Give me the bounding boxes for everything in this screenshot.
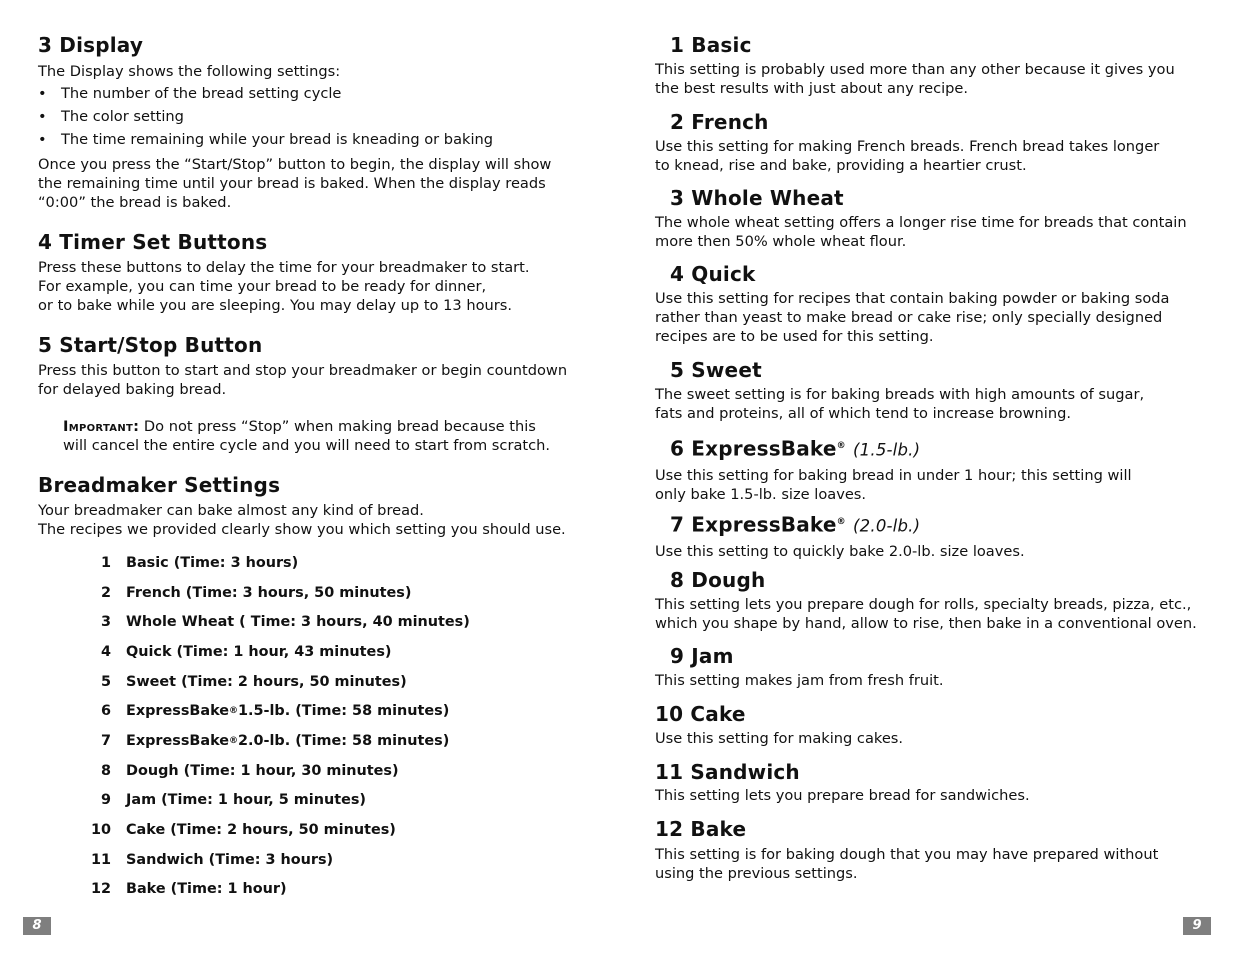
section-heading: 10 Cake xyxy=(655,702,746,726)
list-label: Whole Wheat ( Time: 3 hours, 40 minutes) xyxy=(126,614,470,631)
section-heading: 8 Dough xyxy=(670,568,766,592)
page-number-left: 8 xyxy=(23,917,51,935)
timer-body xyxy=(38,258,530,315)
list-number: 7 xyxy=(100,732,111,749)
list-label: Sweet (Time: 2 hours, 50 minutes) xyxy=(126,673,407,690)
settings-heading: Breadmaker Settings xyxy=(38,473,281,497)
body-line: The recipes we provided clearly show you which setting you should use. xyxy=(38,521,566,538)
list-label: Bake (Time: 1 hour) xyxy=(126,881,287,898)
list-label: Jam (Time: 1 hour, 5 minutes) xyxy=(126,792,366,809)
section-heading xyxy=(655,509,1025,540)
list-item xyxy=(84,726,470,756)
setting-section-sandwich xyxy=(655,759,1030,805)
section-heading: 11 Sandwich xyxy=(655,760,800,784)
body-line: This setting is probably used more than any other because it gives you xyxy=(655,61,1175,78)
body-line: recipes are to be used for this setting. xyxy=(655,328,934,345)
registered-mark: ® xyxy=(836,517,846,527)
list-item xyxy=(84,667,470,697)
list-label: French (Time: 3 hours, 50 minutes) xyxy=(126,584,412,601)
setting-section-whole-wheat xyxy=(655,185,1187,251)
registered-mark: ® xyxy=(229,706,239,717)
list-label-suffix: 2.0-lb. (Time: 58 minutes) xyxy=(238,732,450,749)
timer-heading: 4 Timer Set Buttons xyxy=(38,230,268,254)
list-item xyxy=(84,696,470,726)
body-line: Use this setting for making French breads. French bread takes longer xyxy=(655,138,1160,155)
list-number: 1 xyxy=(100,554,111,571)
body-line: For example, you can time your bread to be ready for dinner, xyxy=(38,278,487,295)
list-label: Sandwich (Time: 3 hours) xyxy=(126,851,334,868)
setting-section-dough xyxy=(655,567,1197,633)
important-text: will cancel the entire cycle and you will need to start from scratch. xyxy=(63,437,551,454)
body-line: Press these buttons to delay the time for your breadmaker to start. xyxy=(38,259,530,276)
setting-section-jam xyxy=(655,643,944,690)
list-item xyxy=(84,845,470,875)
section-heading: 1 Basic xyxy=(670,33,752,57)
list-label: Cake (Time: 2 hours, 50 minutes) xyxy=(126,822,396,839)
section-heading: 4 Quick xyxy=(670,262,756,286)
list-number: 11 xyxy=(90,851,111,868)
setting-section-cake xyxy=(655,701,903,748)
list-number: 8 xyxy=(100,762,111,779)
list-label-suffix: 1.5-lb. (Time: 58 minutes) xyxy=(238,703,450,720)
heading-subtitle: (1.5-lb.) xyxy=(853,440,921,460)
important-note xyxy=(38,417,550,455)
body-line: This setting lets you prepare dough for rolls, specialty breads, pizza, etc., xyxy=(655,596,1192,613)
settings-list xyxy=(84,548,470,904)
registered-mark: ® xyxy=(836,441,846,451)
display-body xyxy=(38,155,551,212)
list-number: 5 xyxy=(100,673,111,690)
body-line: the best results with just about any recipe. xyxy=(655,80,969,97)
important-text: Do not press “Stop” when making bread because this xyxy=(143,418,536,435)
list-number: 9 xyxy=(100,792,111,809)
body-line: only bake 1.5-lb. size loaves. xyxy=(655,485,867,503)
section-heading: 9 Jam xyxy=(670,644,734,668)
body-line: This setting is for baking dough that you may have prepared without xyxy=(655,846,1159,863)
body-line: Use this setting to quickly bake 2.0-lb. size loaves. xyxy=(655,542,1025,560)
list-item xyxy=(84,815,470,845)
setting-section-quick xyxy=(655,261,1169,346)
startstop-body xyxy=(38,361,567,399)
list-label: Quick (Time: 1 hour, 43 minutes) xyxy=(126,643,392,660)
display-intro: The Display shows the following settings: xyxy=(38,63,341,80)
list-item xyxy=(84,875,470,905)
section-heading: 2 French xyxy=(670,110,769,134)
setting-section-french xyxy=(655,109,1159,175)
body-line: Press this button to start and stop your breadmaker or begin countdown xyxy=(38,362,568,379)
list-number: 4 xyxy=(100,643,111,660)
body-line: This setting lets you prepare bread for sandwiches. xyxy=(655,787,1030,804)
body-line: the remaining time until your bread is baked. When the display reads xyxy=(38,175,546,192)
body-line: fats and proteins, all of which tend to increase browning. xyxy=(655,405,1071,422)
list-label: Dough (Time: 1 hour, 30 minutes) xyxy=(126,762,399,779)
setting-section-sweet xyxy=(655,357,1144,423)
body-line: The sweet setting is for baking breads with high amounts of sugar, xyxy=(655,386,1145,403)
display-heading: 3 Display xyxy=(38,33,144,57)
list-item xyxy=(84,637,470,667)
body-line: Once you press the “Start/Stop” button to begin, the display will show xyxy=(38,156,552,173)
body-line: Use this setting for recipes that contain baking powder or baking soda xyxy=(655,290,1170,307)
setting-section-expressbake-2-0 xyxy=(655,509,1025,561)
setting-section-basic xyxy=(655,32,1175,98)
bullet-item: • The number of the bread setting cycle xyxy=(38,82,493,105)
list-number: 2 xyxy=(100,584,111,601)
body-line: Use this setting for baking bread in under 1 hour; this setting will xyxy=(655,466,1132,484)
setting-section-expressbake-1-5 xyxy=(655,433,1132,504)
body-line: using the previous settings. xyxy=(655,865,858,882)
list-label: ExpressBake xyxy=(126,703,230,720)
section-heading: 5 Sweet xyxy=(670,358,762,382)
bullet-item: • The time remaining while your bread is kneading or baking xyxy=(38,128,493,151)
list-item xyxy=(84,756,470,786)
section-heading: 3 Whole Wheat xyxy=(670,186,844,210)
list-number: 3 xyxy=(100,614,111,631)
body-line: or to bake while you are sleeping. You may delay up to 13 hours. xyxy=(38,297,513,314)
section-heading xyxy=(655,433,1132,464)
page-number-right: 9 xyxy=(1183,917,1211,935)
list-number: 10 xyxy=(90,822,111,839)
body-line: for delayed baking bread. xyxy=(38,381,227,398)
list-item xyxy=(84,607,470,637)
body-line: Your breadmaker can bake almost any kind of bread. xyxy=(38,502,424,519)
registered-mark: ® xyxy=(229,735,239,746)
body-line: This setting makes jam from fresh fruit. xyxy=(655,672,944,689)
list-number: 12 xyxy=(90,881,111,898)
list-item xyxy=(84,578,470,608)
list-label: ExpressBake xyxy=(126,732,230,749)
settings-body xyxy=(38,501,566,539)
startstop-heading: 5 Start/Stop Button xyxy=(38,333,263,357)
body-line: rather than yeast to make bread or cake rise; only specially designed xyxy=(655,309,1163,326)
heading-text: 6 ExpressBake xyxy=(670,436,837,461)
display-bullet-list xyxy=(38,82,493,151)
bullet-item: • The color setting xyxy=(38,105,493,128)
body-line: more then 50% whole wheat flour. xyxy=(655,233,907,250)
list-label: Basic (Time: 3 hours) xyxy=(126,554,299,571)
important-label: Important: xyxy=(63,418,140,435)
body-line: Use this setting for making cakes. xyxy=(655,730,904,747)
important-line xyxy=(63,417,550,436)
heading-text: 7 ExpressBake xyxy=(670,512,837,537)
body-line: to knead, rise and bake, providing a heartier crust. xyxy=(655,157,1027,174)
body-line: which you shape by hand, allow to rise, then bake in a conventional oven. xyxy=(655,615,1197,632)
list-number: 6 xyxy=(100,703,111,720)
heading-subtitle: (2.0-lb.) xyxy=(853,516,921,536)
section-heading: 12 Bake xyxy=(655,817,747,841)
body-line: The whole wheat setting offers a longer rise time for breads that contain xyxy=(655,214,1187,231)
setting-section-bake xyxy=(655,816,1158,883)
list-item xyxy=(84,548,470,578)
list-item xyxy=(84,786,470,816)
body-line: “0:00” the bread is baked. xyxy=(38,194,232,211)
